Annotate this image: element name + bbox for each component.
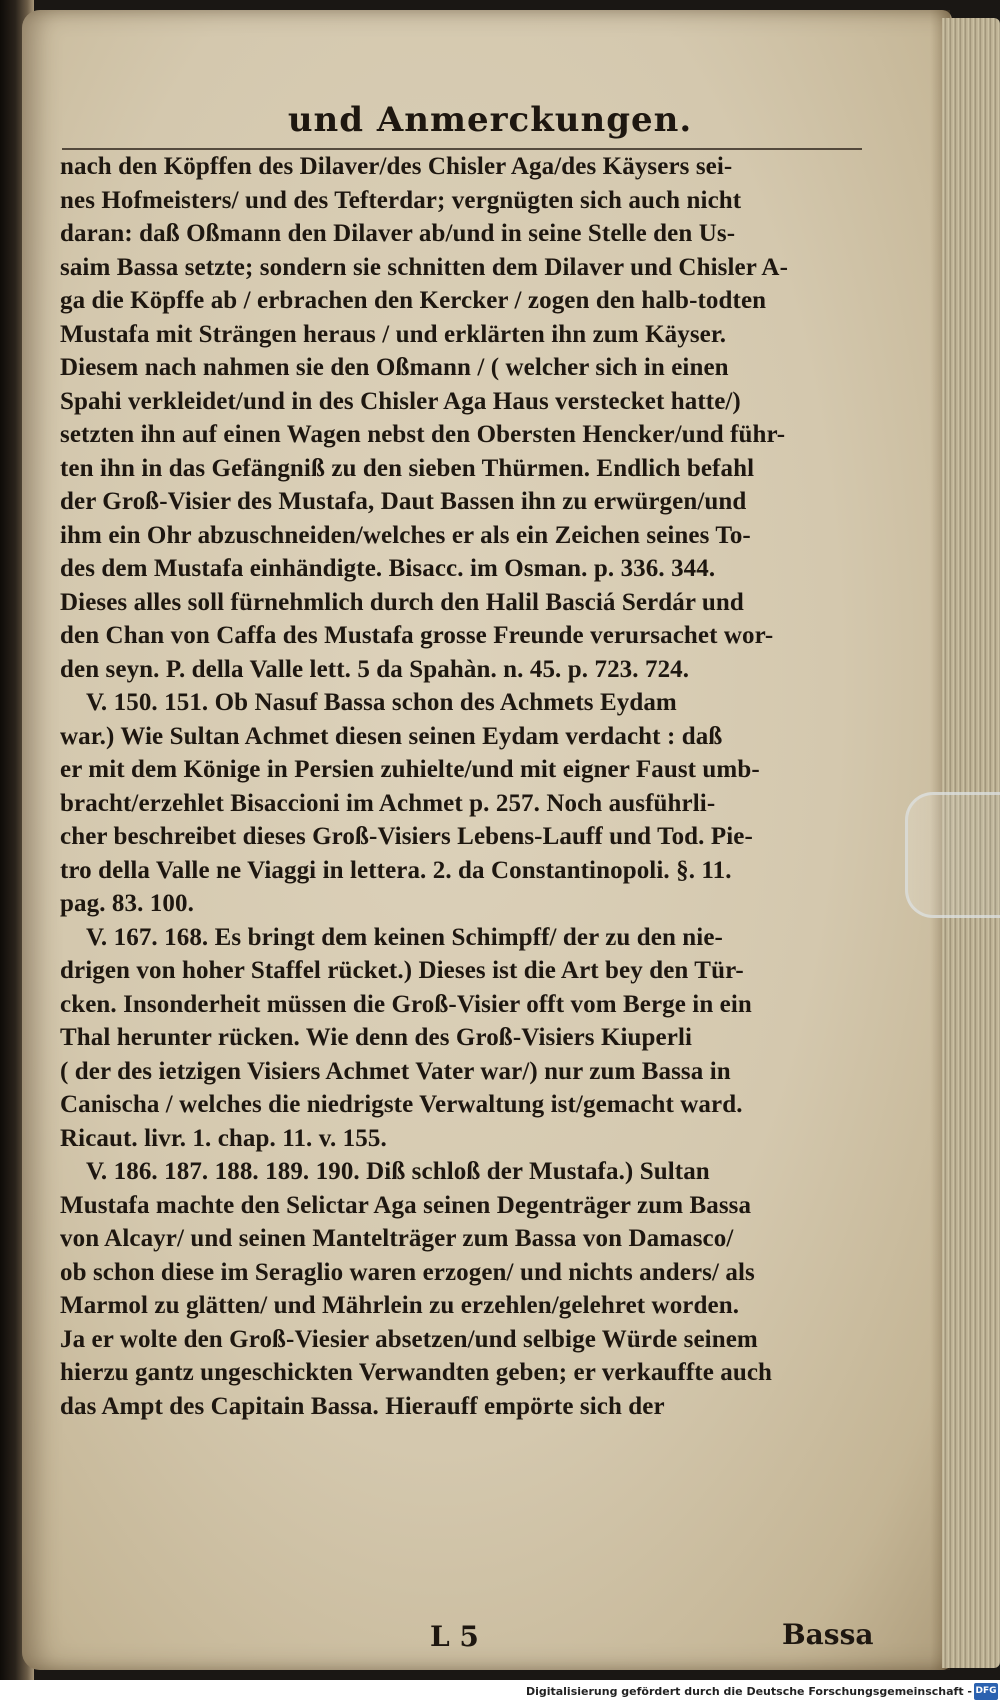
text-line: den Chan von Caffa des Mustafa grosse Freunde verursachet wor-: [60, 622, 774, 649]
signature-mark: L 5: [430, 1620, 479, 1653]
text-line: Dieses alles soll fürnehmlich durch den Halil Basciá Serdár und: [60, 588, 744, 616]
text-line: ten ihn in das Gefängniß zu den sieben Thürmen. Endlich befahl: [60, 454, 755, 482]
footer-bar: [0, 1680, 1000, 1704]
text-line: daran: daß Oßmann den Dilaver ab/und in seine Stelle den Us-: [60, 220, 736, 247]
text-line: ob schon diese im Seraglio waren erzogen/ und nichts anders/ als: [60, 1258, 755, 1286]
footer-credit: Digitalisierung gefördert durch die Deutsche Forschungsgemeinschaft -: [525, 1685, 972, 1698]
text-line: der Groß-Visier des Mustafa, Daut Bassen ihn zu erwürgen/und: [60, 488, 747, 515]
text-line: drigen von hoher Staffel rücket.) Dieses ist die Art bey den Tür-: [60, 957, 744, 984]
text-line: Ricaut. livr. 1. chap. 11. v. 155.: [60, 1124, 387, 1152]
text-block: [60, 100, 860, 146]
text-line: Mustafa machte den Selictar Aga seinen Degenträger zum Bassa: [60, 1191, 752, 1219]
text-line: cher beschreibet dieses Groß-Visiers Lebens-Lauff und Tod. Pie-: [60, 823, 753, 850]
text-line: Marmol zu glätten/ und Mährlein zu erzehlen/gelehret worden.: [60, 1292, 740, 1319]
running-head: und Anmerckungen.: [287, 100, 693, 140]
dfg-logo-icon: DFG: [974, 1683, 998, 1700]
text-line: Diesem nach nahmen sie den Oßmann / ( welcher sich in einen: [60, 354, 729, 381]
text-line: Ja er wolte den Groß-Viesier absetzen/und selbige Würde seinem: [60, 1325, 758, 1353]
text-line: Thal herunter rücken. Wie denn des Groß-Visiers Kiuperli: [60, 1024, 693, 1051]
page-clip: [905, 792, 1000, 918]
text-line: bracht/erzehlet Bisaccioni im Achmet p. 257. Noch ausführli-: [60, 789, 716, 817]
text-line: setzten ihn auf einen Wagen nebst den Obersten Hencker/und führ-: [60, 421, 786, 448]
text-line: von Alcayr/ und seinen Mantelträger zum Bassa von Damasco/: [60, 1225, 734, 1252]
text-line: Canischa / welches die niedrigste Verwaltung ist/gemacht ward.: [60, 1091, 743, 1118]
text-line: V. 186. 187. 188. 189. 190. Diß schloß der Mustafa.) Sultan: [86, 1158, 710, 1185]
text-line: tro della Valle ne Viaggi in lettera. 2. da Constantinopoli. §. 11.: [60, 856, 732, 884]
text-line: nach den Köpffen des Dilaver/des Chisler Aga/des Käysers sei-: [60, 153, 733, 180]
text-line: V. 167. 168. Es bringt dem keinen Schimpff/ der zu den nie-: [86, 923, 723, 951]
text-line: saim Bassa setzte; sondern sie schnitten dem Dilaver und Chisler A-: [60, 253, 789, 281]
text-line: den seyn. P. della Valle lett. 5 da Spahàn. n. 45. p. 723. 724.: [60, 655, 690, 683]
text-line: cken. Insonderheit müssen die Groß-Visier offt vom Berge in ein: [60, 990, 752, 1018]
text-line: hierzu gantz ungeschickten Verwandten geben; er verkauffte auch: [60, 1359, 773, 1386]
text-line: das Ampt des Capitain Bassa. Hierauff empörte sich der: [60, 1392, 665, 1420]
text-line: ( der des ietzigen Visiers Achmet Vater war/) nur zum Bassa in: [60, 1057, 731, 1085]
catchword: Bassa: [782, 1618, 874, 1651]
text-line: Spahi verkleidet/und in des Chisler Aga Haus verstecket hatte/): [60, 387, 741, 415]
text-line: des dem Mustafa einhändigte. Bisacc. im Osman. p. 336. 344.: [60, 555, 716, 582]
text-line: nes Hofmeisters/ und des Tefterdar; vergnügten sich auch nicht: [60, 186, 742, 214]
text-line: pag. 83. 100.: [60, 890, 194, 917]
text-line: ga die Köpffe ab / erbrachen den Kercker / zogen den halb-todten: [60, 287, 767, 314]
body-text: [60, 150, 870, 1423]
text-line: er mit dem Könige in Persien zuhielte/und mit eigner Faust umb-: [60, 756, 760, 783]
text-line: V. 150. 151. Ob Nasuf Bassa schon des Achmets Eydam: [86, 689, 677, 716]
text-line: Mustafa mit Strängen heraus / und erklärten ihn zum Käyser.: [60, 320, 727, 348]
text-line: war.) Wie Sultan Achmet diesen seinen Eydam verdacht : daß: [60, 722, 723, 750]
text-line: ihm ein Ohr abzuschneiden/welches er als ein Zeichen seines To-: [60, 521, 751, 549]
